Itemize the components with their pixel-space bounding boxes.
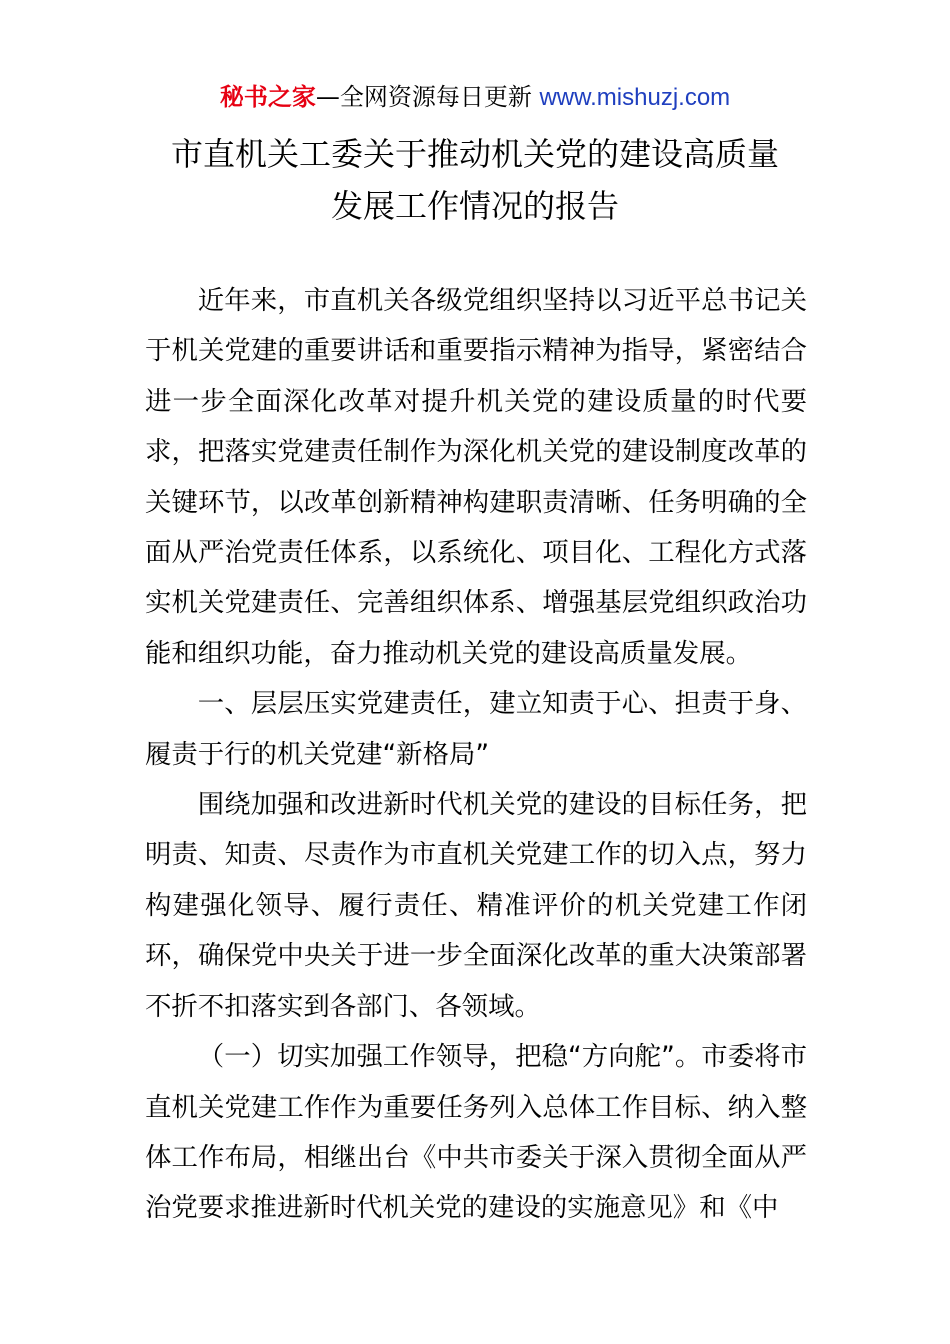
site-header bbox=[0, 82, 950, 113]
brand-name: 秘书之家 bbox=[219, 83, 316, 111]
paragraph-subsection-1: （一）切实加强工作领导，把稳“方向舵”。市委将市直机关党建工作作为重要任务列入总体工作目标、纳入整体工作布局，相继出台《中共市委关于深入贯彻全面从严治党要求推进新时代机关党的建设的实施意见》和《中 bbox=[145, 1041, 807, 1224]
document-body bbox=[145, 276, 807, 1234]
title-line-1: 市直机关工委关于推动机关党的建设高质量 bbox=[170, 135, 779, 173]
paragraph-intro: 近年来，市直机关各级党组织坚持以习近平总书记关于机关党建的重要讲话和重要指示精神为指导，紧密结合进一步全面深化改革对提升机关党的建设质量的时代要求，把落实党建责任制作为深化机关党的建设制度改革的关键环节，以改革创新精神构建职责清晰、任务明确的全面从严治党责任体系，以系统化、项目化、工程化方式落实机关党建责任、完善组织体系、增强基层党组织政治功能和组织功能，奋力推动机关党的建设高质量发展。 bbox=[145, 285, 807, 669]
site-url-link[interactable]: www.mishuzj.com bbox=[539, 84, 731, 111]
section-heading-1: 一、层层压实党建责任，建立知责于心、担责于身、履责于行的机关党建“新格局” bbox=[145, 688, 807, 770]
title-line-2: 发展工作情况的报告 bbox=[330, 187, 619, 225]
paragraph-section-1: 围绕加强和改进新时代机关党的建设的目标任务，把明责、知责、尽责作为市直机关党建工作的切入点，努力构建强化领导、履行责任、精准评价的机关党建工作闭环，确保党中央关于进一步全面深化改革的重大决策部署不折不扣落实到各部门、各领域。 bbox=[145, 789, 807, 1022]
document-title bbox=[0, 128, 950, 232]
header-tagline: —全网资源每日更新 bbox=[315, 83, 540, 111]
